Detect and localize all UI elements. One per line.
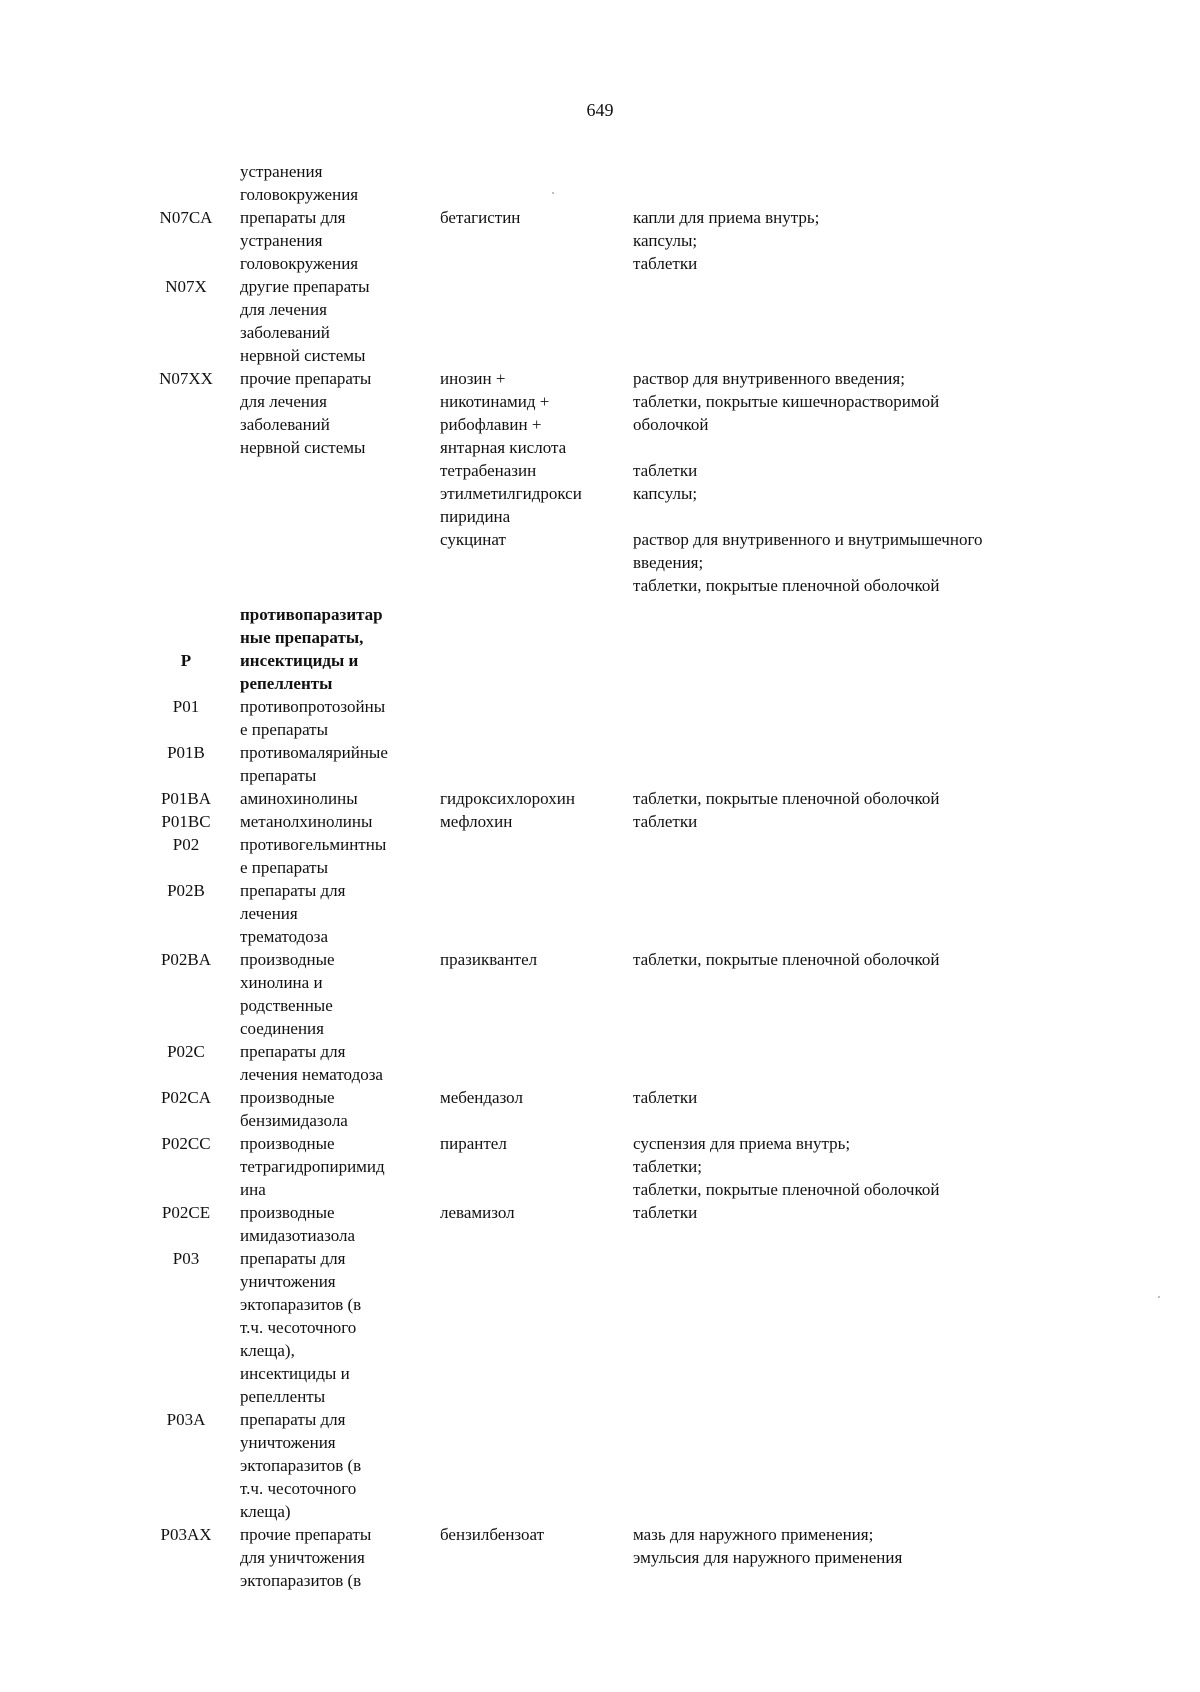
atc-code: P01 [172,697,200,716]
atc-code: N07X [165,277,207,296]
atc-code: P02C [167,1042,205,1061]
drug-classification-list [0,160,1200,1592]
group-name: противопротозойны е препараты [240,697,386,739]
classification-row [0,695,1200,741]
group-name: прочие препараты для лечения заболеваний нервной системы [240,369,372,457]
drug-name: сукцинат [440,530,506,549]
classification-row [0,833,1200,879]
classification-row [0,1201,1200,1247]
group-name: производные хинолина и родственные соединения [240,950,335,1038]
drug-name: левамизол [440,1203,515,1222]
group-name: производные тетрагидропиримид ина [240,1134,385,1199]
group-name: производные имидазотиазола [240,1203,356,1245]
classification-row [0,160,1200,206]
classification-row [0,1040,1200,1086]
atc-code: P02 [172,835,200,854]
group-name: препараты для лечения нематодоза [240,1042,383,1084]
classification-row [0,603,1200,695]
classification-row [0,528,1200,603]
scan-speck [1158,1296,1160,1298]
classification-row [0,810,1200,833]
drug-name: тетрабеназин [440,461,537,480]
group-name: производные бензимидазола [240,1088,348,1130]
group-name: препараты для уничтожения эктопаразитов (в т.ч. чесоточного клеща) [240,1410,362,1521]
group-name: противопаразитар ные препараты, инсектициды и репелленты [240,605,383,693]
atc-code: P02BA [160,950,212,969]
classification-row [0,482,1200,528]
atc-code: P [180,651,192,670]
dosage-forms: таблетки, покрытые пленочной оболочкой [633,789,940,808]
group-name: другие препараты для лечения заболеваний нервной системы [240,277,370,365]
atc-code: P01B [167,743,205,762]
classification-row [0,1408,1200,1523]
group-name: метанолхинолины [240,812,373,831]
dosage-forms: суспензия для приема внутрь; таблетки; таблетки, покрытые пленочной оболочкой [633,1134,940,1199]
classification-row [0,1132,1200,1201]
drug-name: гидроксихлорохин [440,789,575,808]
drug-name: бензилбензоат [440,1525,545,1544]
dosage-forms: раствор для внутривенного введения; таблетки, покрытые кишечнорастворимой оболочкой [633,369,940,434]
atc-code: P01BC [161,812,211,831]
group-name: препараты для устранения головокружения [240,208,359,273]
classification-row [0,459,1200,482]
group-name: противогельминтны е препараты [240,835,387,877]
atc-code: P01BA [160,789,212,808]
group-name: противомалярийные препараты [240,743,388,785]
atc-code: N07CA [159,208,213,227]
atc-code: P03A [166,1410,206,1429]
drug-name: пирантел [440,1134,507,1153]
drug-name: этилметилгидрокси пиридина [440,484,582,526]
drug-name: мефлохин [440,812,513,831]
atc-code: P02B [167,881,205,900]
classification-row [0,1086,1200,1132]
dosage-forms: раствор для внутривенного и внутримышечного введения; таблетки, покрытые пленочной оболочкой [633,530,983,595]
group-name: прочие препараты для уничтожения эктопаразитов (в [240,1525,372,1590]
classification-row [0,948,1200,1040]
atc-code: N07XX [159,369,213,388]
classification-row [0,741,1200,787]
dosage-forms: таблетки [633,1203,698,1222]
scan-speck [552,192,554,194]
classification-row [0,367,1200,459]
dosage-forms: капли для приема внутрь; капсулы; таблетки [633,208,820,273]
classification-row [0,275,1200,367]
dosage-forms: таблетки [633,461,698,480]
dosage-forms: таблетки [633,1088,698,1107]
atc-code: P02CC [161,1134,211,1153]
group-name: устранения головокружения [240,162,359,204]
dosage-forms: таблетки, покрытые пленочной оболочкой [633,950,940,969]
atc-code: P03AX [160,1525,212,1544]
drug-name: мебендазол [440,1088,523,1107]
drug-name: празиквантел [440,950,538,969]
classification-row [0,1247,1200,1408]
page-number: 649 [586,100,614,120]
drug-name: инозин + никотинамид + рибофлавин + янтарная кислота [440,369,567,457]
group-name: аминохинолины [240,789,358,808]
dosage-forms: таблетки [633,812,698,831]
classification-row [0,879,1200,948]
atc-code: P02CA [160,1088,212,1107]
classification-row [0,206,1200,275]
atc-code: P02CE [161,1203,211,1222]
group-name: препараты для лечения трематодоза [240,881,346,946]
group-name: препараты для уничтожения эктопаразитов (в т.ч. чесоточного клеща), инсектициды и репелленты [240,1249,362,1406]
dosage-forms: мазь для наружного применения; эмульсия для наружного применения [633,1525,903,1567]
drug-name: бетагистин [440,208,521,227]
atc-code: P03 [172,1249,200,1268]
classification-row [0,1523,1200,1592]
classification-row [0,787,1200,810]
dosage-forms: капсулы; [633,484,698,503]
